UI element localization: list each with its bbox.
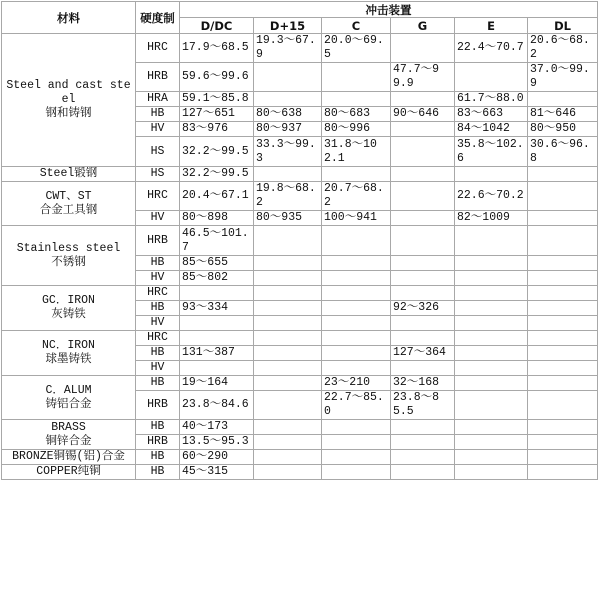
range-cell: 81～646 [528,107,598,122]
scale-cell: HB [136,346,180,361]
scale-cell: HB [136,376,180,391]
scale-cell: HB [136,450,180,465]
scale-header: 硬度制 [136,2,180,34]
range-cell [391,92,455,107]
range-cell [391,256,455,271]
range-cell: 22.6～70.2 [455,182,528,211]
range-cell: 35.8～102.6 [455,137,528,167]
range-cell: 47.7～99.9 [391,63,455,92]
range-cell [322,331,391,346]
table-row [2,450,598,465]
range-cell [180,361,254,376]
range-cell: 80～937 [254,122,322,137]
range-cell: 59.6～99.6 [180,63,254,92]
range-cell [455,256,528,271]
scale-cell: HRC [136,34,180,63]
range-cell [455,435,528,450]
range-cell [322,316,391,331]
range-cell: 17.9～68.5 [180,34,254,63]
material-cell: NC．IRON 球墨铸铁 [2,331,136,376]
range-cell [455,361,528,376]
range-cell [322,271,391,286]
scale-cell: HB [136,256,180,271]
range-cell: 80～898 [180,211,254,226]
range-cell [254,301,322,316]
device-header-d15: D+15 [254,18,322,34]
range-cell [455,376,528,391]
table-body [2,34,598,480]
range-cell [528,331,598,346]
range-cell [391,34,455,63]
range-cell [322,167,391,182]
material-cell: BRONZE铜锡(铝)合金 [2,450,136,465]
scale-cell: HB [136,420,180,435]
range-cell [455,63,528,92]
range-cell: 20.7～68.2 [322,182,391,211]
device-header-g: G [391,18,455,34]
range-cell: 23.8～84.6 [180,391,254,420]
range-cell [455,331,528,346]
range-cell [254,286,322,301]
range-cell: 13.5～95.3 [180,435,254,450]
range-cell: 45～315 [180,465,254,480]
table-row [2,226,598,256]
range-cell [391,122,455,137]
table-row [2,331,598,346]
scale-cell: HS [136,167,180,182]
range-cell: 19.8～68.2 [254,182,322,211]
range-cell: 80～683 [322,107,391,122]
range-cell: 83～663 [455,107,528,122]
range-cell [528,301,598,316]
range-cell [180,316,254,331]
range-cell [391,271,455,286]
range-cell [322,435,391,450]
range-cell [322,256,391,271]
range-cell: 40～173 [180,420,254,435]
range-cell [391,182,455,211]
range-cell [391,361,455,376]
material-cell: C．ALUM 铸铝合金 [2,376,136,420]
range-cell [254,92,322,107]
range-cell: 23～210 [322,376,391,391]
range-cell [254,63,322,92]
hardness-conversion-table [1,1,598,480]
range-cell: 80～935 [254,211,322,226]
material-cell: Steel锻钢 [2,167,136,182]
range-cell: 85～655 [180,256,254,271]
table-row [2,34,598,63]
range-cell [455,346,528,361]
scale-cell: HRB [136,63,180,92]
device-header-e: E [455,18,528,34]
table-row [2,465,598,480]
range-cell [455,450,528,465]
range-cell: 22.7～85.0 [322,391,391,420]
range-cell: 60～290 [180,450,254,465]
range-cell [455,301,528,316]
range-cell: 33.3～99.3 [254,137,322,167]
range-cell [455,420,528,435]
range-cell [322,361,391,376]
range-cell [254,361,322,376]
range-cell: 93～334 [180,301,254,316]
range-cell [322,465,391,480]
scale-cell: HRC [136,182,180,211]
range-cell [528,420,598,435]
range-cell: 22.4～70.7 [455,34,528,63]
scale-cell: HRA [136,92,180,107]
range-cell [391,435,455,450]
scale-cell: HB [136,465,180,480]
range-cell: 31.8～102.1 [322,137,391,167]
table-header [2,2,598,34]
range-cell [391,450,455,465]
range-cell [528,92,598,107]
range-cell [322,420,391,435]
range-cell [391,137,455,167]
range-cell [391,331,455,346]
range-cell: 80～950 [528,122,598,137]
range-cell [322,226,391,256]
range-cell [254,450,322,465]
table-row [2,420,598,435]
range-cell [391,286,455,301]
range-cell [322,301,391,316]
scale-cell: HB [136,107,180,122]
range-cell [254,420,322,435]
range-cell [528,316,598,331]
range-cell [180,286,254,301]
range-cell [391,465,455,480]
range-cell [391,420,455,435]
range-cell [322,63,391,92]
range-cell [391,316,455,331]
range-cell [528,376,598,391]
range-cell [528,391,598,420]
range-cell [528,286,598,301]
range-cell: 32.2～99.5 [180,167,254,182]
range-cell [455,271,528,286]
material-header: 材料 [2,2,136,34]
range-cell [528,450,598,465]
range-cell [391,226,455,256]
table-row [2,286,598,301]
range-cell [455,391,528,420]
range-cell: 46.5～101.7 [180,226,254,256]
material-cell: BRASS 铜锌合金 [2,420,136,450]
device-group-header: 冲击装置 [180,2,598,18]
range-cell: 85～802 [180,271,254,286]
range-cell [528,346,598,361]
range-cell [528,182,598,211]
range-cell: 127～651 [180,107,254,122]
range-cell [254,271,322,286]
range-cell [528,226,598,256]
range-cell: 90～646 [391,107,455,122]
material-cell: Steel and cast steel 钢和铸钢 [2,34,136,167]
range-cell [455,465,528,480]
scale-cell: HV [136,122,180,137]
range-cell [254,167,322,182]
range-cell [254,435,322,450]
scale-cell: HV [136,211,180,226]
material-cell: Stainless steel 不锈钢 [2,226,136,286]
range-cell [528,361,598,376]
range-cell: 127～364 [391,346,455,361]
range-cell [455,226,528,256]
scale-cell: HB [136,301,180,316]
range-cell: 80～996 [322,122,391,137]
range-cell [254,376,322,391]
range-cell [322,450,391,465]
range-cell: 83～976 [180,122,254,137]
device-header-dl: DL [528,18,598,34]
range-cell [391,167,455,182]
table-row [2,376,598,391]
range-cell [254,316,322,331]
range-cell: 61.7～88.0 [455,92,528,107]
range-cell [455,316,528,331]
range-cell: 23.8～85.5 [391,391,455,420]
scale-cell: HV [136,361,180,376]
material-cell: GC．IRON 灰铸铁 [2,286,136,331]
device-header-c: C [322,18,391,34]
range-cell [322,92,391,107]
range-cell: 37.0～99.9 [528,63,598,92]
range-cell [528,435,598,450]
range-cell: 32～168 [391,376,455,391]
range-cell [254,465,322,480]
scale-cell: HRB [136,435,180,450]
range-cell [528,211,598,226]
material-cell: CWT、ST 合金工具钢 [2,182,136,226]
range-cell: 100～941 [322,211,391,226]
scale-cell: HS [136,137,180,167]
range-cell: 30.6～96.8 [528,137,598,167]
range-cell [391,211,455,226]
table-row [2,182,598,211]
range-cell [254,346,322,361]
range-cell: 84～1042 [455,122,528,137]
scale-cell: HRC [136,286,180,301]
range-cell: 131～387 [180,346,254,361]
range-cell [528,256,598,271]
range-cell [254,256,322,271]
range-cell [455,167,528,182]
scale-cell: HRB [136,226,180,256]
range-cell: 20.6～68.2 [528,34,598,63]
range-cell [528,167,598,182]
range-cell [455,286,528,301]
scale-cell: HV [136,271,180,286]
range-cell: 19.3～67.9 [254,34,322,63]
range-cell: 20.0～69.5 [322,34,391,63]
range-cell [254,226,322,256]
scale-cell: HV [136,316,180,331]
range-cell: 32.2～99.5 [180,137,254,167]
range-cell [322,286,391,301]
range-cell: 59.1～85.8 [180,92,254,107]
device-header-d-dc: D/DC [180,18,254,34]
range-cell: 20.4～67.1 [180,182,254,211]
scale-cell: HRC [136,331,180,346]
range-cell: 92～326 [391,301,455,316]
range-cell: 80～638 [254,107,322,122]
range-cell [528,465,598,480]
range-cell [254,331,322,346]
range-cell [180,331,254,346]
range-cell [528,271,598,286]
table-row [2,167,598,182]
range-cell [254,391,322,420]
range-cell: 19～164 [180,376,254,391]
range-cell: 82～1009 [455,211,528,226]
range-cell [322,346,391,361]
material-cell: COPPER纯铜 [2,465,136,480]
scale-cell: HRB [136,391,180,420]
